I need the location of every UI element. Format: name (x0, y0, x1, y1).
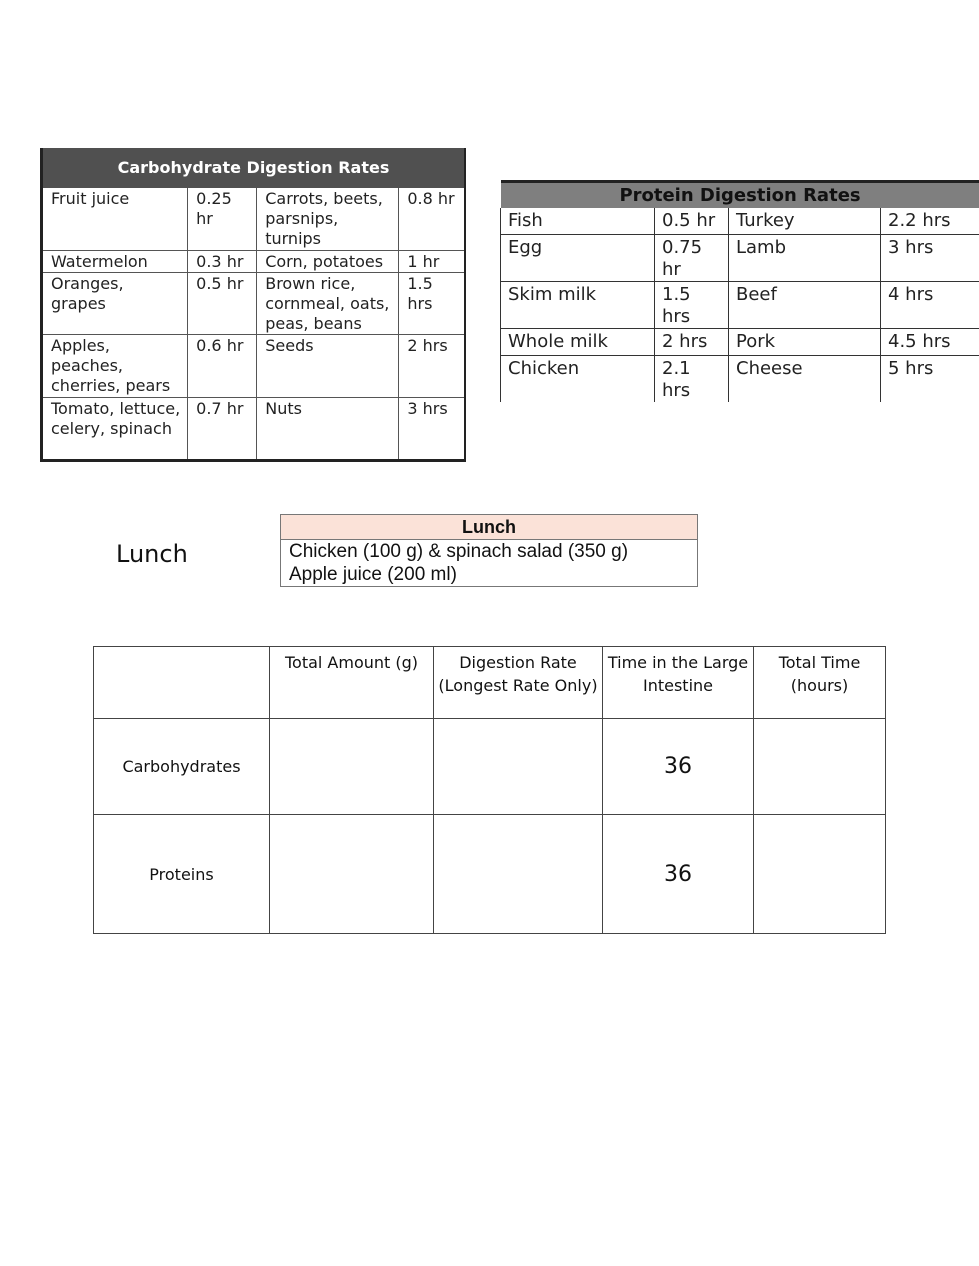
food-cell: Corn, potatoes (257, 251, 399, 273)
rate-cell: 4.5 hrs (881, 329, 979, 356)
food-cell: Egg (501, 235, 655, 282)
rate-cell: 0.6 hr (188, 335, 257, 398)
table-row (501, 235, 979, 282)
rate-cell: 5 hrs (881, 356, 979, 403)
rate-cell: 4 hrs (881, 282, 979, 329)
table-row (42, 251, 466, 273)
rate-cell: 3 hrs (881, 235, 979, 282)
food-cell: Oranges, grapes (42, 273, 188, 335)
table-row (501, 356, 979, 403)
rate-cell: 0.25 hr (188, 188, 257, 251)
food-cell: Pork (729, 329, 881, 356)
food-cell: Nuts (257, 398, 399, 461)
food-cell: Skim milk (501, 282, 655, 329)
table-row (42, 273, 466, 335)
food-cell: Apples, peaches, cherries, pears (42, 335, 188, 398)
food-cell: Seeds (257, 335, 399, 398)
food-cell: Fish (501, 208, 655, 235)
rate-cell: 2.2 hrs (881, 208, 979, 235)
carbohydrate-table-title: Carbohydrate Digestion Rates (42, 149, 466, 188)
food-cell: Beef (729, 282, 881, 329)
food-cell: Turkey (729, 208, 881, 235)
header-cell: Digestion Rate (Longest Rate Only) (434, 647, 603, 719)
rate-cell: 1.5 hrs (399, 273, 465, 335)
rate-cell: 1.5 hrs (655, 282, 729, 329)
food-cell: Lamb (729, 235, 881, 282)
rate-cell: 2 hrs (655, 329, 729, 356)
digestion-worksheet-table (93, 646, 886, 934)
rate-cell: 0.5 hr (188, 273, 257, 335)
food-cell: Chicken (501, 356, 655, 403)
total-time-cell[interactable] (754, 719, 886, 815)
rate-cell: 0.5 hr (655, 208, 729, 235)
lunch-item-line: Apple juice (200 ml) (289, 564, 457, 585)
lunch-box-title: Lunch (281, 515, 697, 540)
food-cell: Watermelon (42, 251, 188, 273)
rate-cell: 3 hrs (399, 398, 465, 461)
total-amount-cell[interactable] (270, 719, 434, 815)
table-row (94, 719, 886, 815)
header-cell (94, 647, 270, 719)
rate-cell: 0.7 hr (188, 398, 257, 461)
carbohydrate-digestion-table (40, 148, 466, 462)
table-row (501, 282, 979, 329)
header-cell: Total Time (hours) (754, 647, 886, 719)
rate-cell: 2.1 hrs (655, 356, 729, 403)
large-intestine-time-cell: 36 (603, 719, 754, 815)
worksheet-header-row (94, 647, 886, 719)
food-cell: Brown rice, cornmeal, oats, peas, beans (257, 273, 399, 335)
table-row (42, 398, 466, 461)
protein-table-title: Protein Digestion Rates (501, 182, 979, 209)
header-cell: Total Amount (g) (270, 647, 434, 719)
rate-cell: 2 hrs (399, 335, 465, 398)
food-cell: Cheese (729, 356, 881, 403)
food-cell: Whole milk (501, 329, 655, 356)
food-cell: Tomato, lettuce, celery, spinach (42, 398, 188, 461)
protein-digestion-table (500, 180, 979, 402)
rate-cell: 0.75 hr (655, 235, 729, 282)
table-row (94, 815, 886, 934)
digestion-rate-cell[interactable] (434, 815, 603, 934)
header-cell: Time in the Large Intestine (603, 647, 754, 719)
total-time-cell[interactable] (754, 815, 886, 934)
total-amount-cell[interactable] (270, 815, 434, 934)
table-row (501, 329, 979, 356)
food-cell: Carrots, beets, parsnips, turnips (257, 188, 399, 251)
lunch-menu-box (280, 514, 698, 587)
rate-cell: 0.8 hr (399, 188, 465, 251)
row-label: Carbohydrates (94, 719, 270, 815)
table-row (42, 188, 466, 251)
row-label: Proteins (94, 815, 270, 934)
large-intestine-time-cell: 36 (603, 815, 754, 934)
table-row (501, 208, 979, 235)
lunch-item-line: Chicken (100 g) & spinach salad (350 g) (289, 541, 629, 562)
digestion-rate-cell[interactable] (434, 719, 603, 815)
food-cell: Fruit juice (42, 188, 188, 251)
lunch-heading: Lunch (116, 540, 188, 568)
rate-cell: 0.3 hr (188, 251, 257, 273)
table-row (42, 335, 466, 398)
rate-cell: 1 hr (399, 251, 465, 273)
